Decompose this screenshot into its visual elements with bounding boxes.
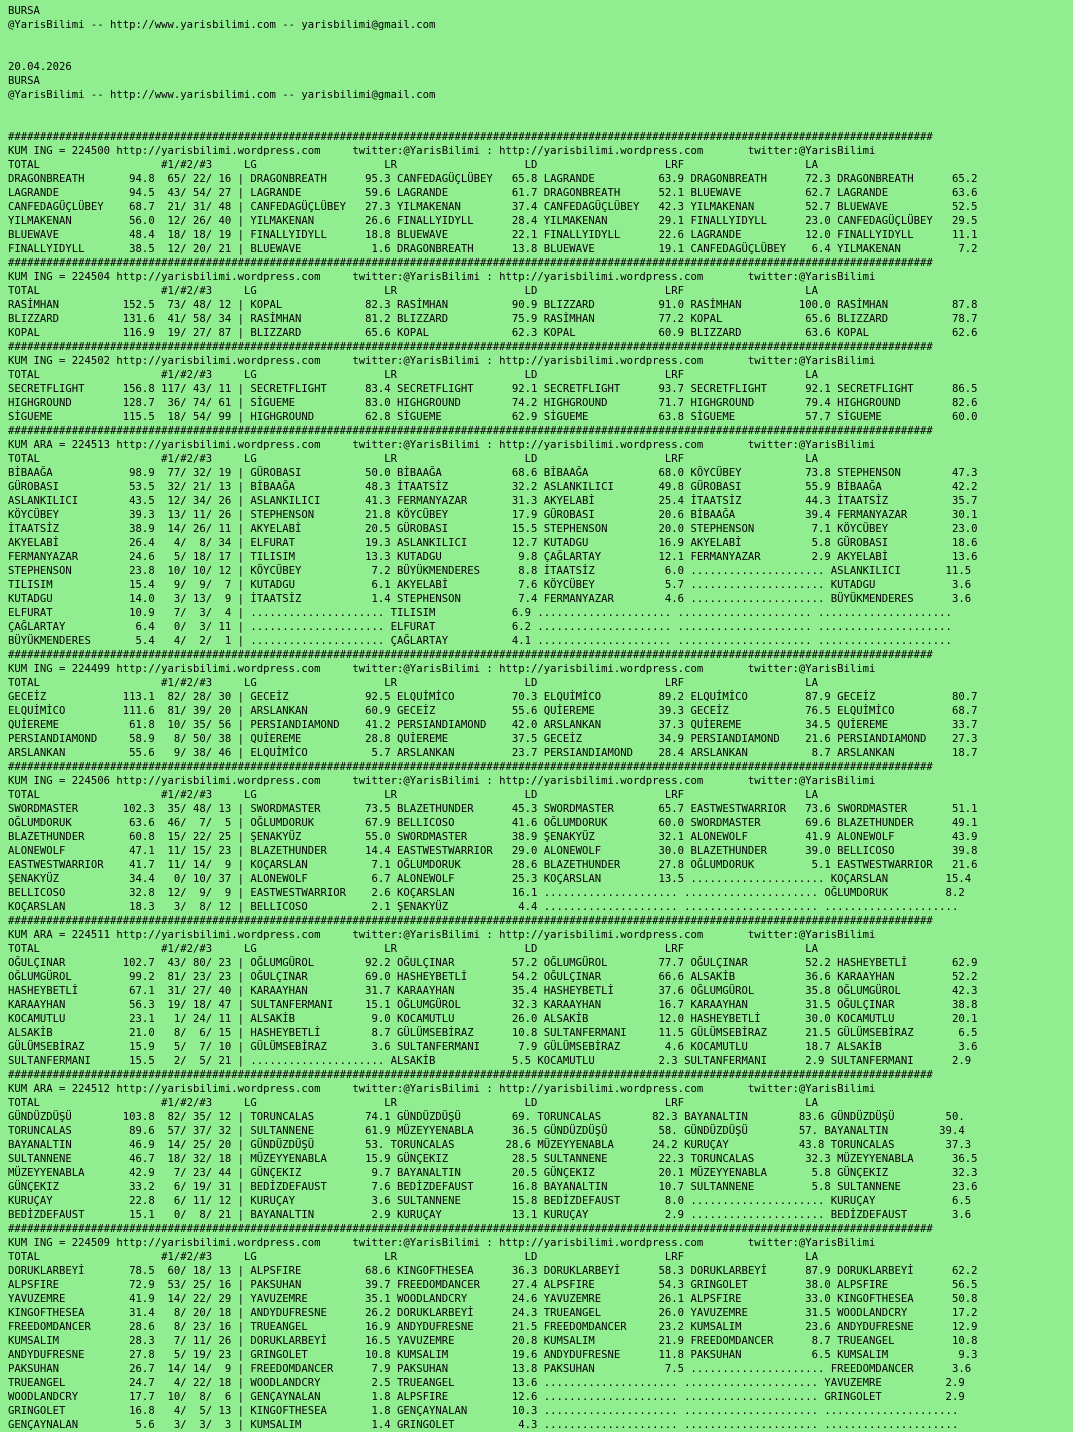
text-line: YAVUZEMRE 41.9 14/ 22/ 29 | YAVUZEMRE 35.1 WOODLANDCRY 24.6 YAVUZEMRE 26.1 ALPSFIRE 33.0 KINGOFTHESEA 50.8 — [8, 1293, 978, 1305]
text-line: SULTANFERMANI 15.5 2/ 5/ 21 | ..................... ALSAKİB 5.5 KOCAMUTLU 2.3 SULTANFERMANI 2.9 SULTANFERMANI 2.9 — [8, 1055, 972, 1067]
column-header-line: TOTAL #1/#2/#3 LG LR LD LRF LA — [8, 789, 819, 801]
text-line: KOPAL 116.9 19/ 27/ 87 | BLIZZARD 65.6 KOPAL 62.3 KOPAL 60.9 BLIZZARD 63.6 KOPAL 62.6 — [8, 327, 978, 339]
text-line: BÜYÜKMENDERES 5.4 4/ 2/ 1 | ..................... ÇAĞLARTAY 4.1 ..................... ..................... ..................... — [8, 635, 952, 647]
race-header-line: KUM ING = 224500 http://yarisbilimi.wordpress.com twitter:@YarisBilimi : http://yarisbilimi.wordpress.com twitter:@YarisBilimi — [8, 145, 876, 157]
blank-line — [8, 116, 1073, 130]
text-line: BLIZZARD 131.6 41/ 58/ 34 | RASİMHAN 81.2 BLIZZARD 75.9 RASİMHAN 77.2 KOPAL 65.6 BLIZZARD 78.7 — [8, 313, 978, 325]
text-line: GENÇAYNALAN 5.6 3/ 3/ 3 | KUMSALIM 1.4 GRINGOLET 4.3 ..................... ..................... ..................... — [8, 1419, 959, 1431]
separator-line: ################################################################################################################################################# — [8, 257, 933, 269]
text-line: ŞENAKYÜZ 34.4 0/ 10/ 37 | ALONEWOLF 6.7 ALONEWOLF 25.3 KOÇARSLAN 13.5 ..................... KOÇARSLAN 15.4 — [8, 873, 972, 885]
race-header-line: KUM ING = 224499 http://yarisbilimi.wordpress.com twitter:@YarisBilimi : http://yarisbilimi.wordpress.com twitter:@YarisBilimi — [8, 663, 876, 675]
text-line: SECRETFLIGHT 156.8 117/ 43/ 11 | SECRETFLIGHT 83.4 SECRETFLIGHT 92.1 SECRETFLIGHT 93.7 SECRETFLIGHT 92.1 SECRETFLIGHT 86.5 — [8, 383, 978, 395]
text-line: SULTANNENE 46.7 18/ 32/ 18 | MÜZEYYENABLA 15.9 GÜNÇEKIZ 28.5 SULTANNENE 22.3 TORUNCALAS 32.3 MÜZEYYENABLA 36.5 — [8, 1153, 978, 1165]
text-line: BURSA — [8, 75, 40, 87]
column-header-line: TOTAL #1/#2/#3 LG LR LD LRF LA — [8, 369, 819, 381]
text-line: FREEDOMDANCER 28.6 8/ 23/ 16 | TRUEANGEL 16.9 ANDYDUFRESNE 21.5 FREEDOMDANCER 23.2 KUMSALIM 23.6 ANDYDUFRESNE 12.9 — [8, 1321, 978, 1333]
race-header-line: KUM ARA = 224511 http://yarisbilimi.wordpress.com twitter:@YarisBilimi : http://yarisbilimi.wordpress.com twitter:@YarisBilimi — [8, 929, 876, 941]
text-line: CANFEDAGÜÇLÜBEY 68.7 21/ 31/ 48 | CANFEDAGÜÇLÜBEY 27.3 YILMAKENAN 37.4 CANFEDAGÜÇLÜBEY 42.3 YILMAKENAN 52.7 BLUEWAVE 52.5 — [8, 201, 978, 213]
text-line: RASİMHAN 152.5 73/ 48/ 12 | KOPAL 82.3 RASİMHAN 90.9 BLIZZARD 91.0 RASİMHAN 100.0 RASİMHAN 87.8 — [8, 299, 978, 311]
text-line: GÜROBASI 53.5 32/ 21/ 13 | BİBAAĞA 48.3 İTAATSİZ 32.2 ASLANKILICI 49.8 GÜROBASI 55.9 BİBAAĞA 42.2 — [8, 481, 978, 493]
column-header-line: TOTAL #1/#2/#3 LG LR LD LRF LA — [8, 1251, 819, 1263]
text-line: ALPSFIRE 72.9 53/ 25/ 16 | PAKSUHAN 39.7 FREEDOMDANCER 27.4 ALPSFIRE 54.3 GRINGOLET 38.0 ALPSFIRE 56.5 — [8, 1279, 978, 1291]
text-line: KOÇARSLAN 18.3 3/ 8/ 12 | BELLICOSO 2.1 ŞENAKYÜZ 4.4 ..................... ..................... ..................... — [8, 901, 959, 913]
blank-line — [8, 46, 1073, 60]
text-line: QUİEREME 61.8 10/ 35/ 56 | PERSIANDIAMOND 41.2 PERSIANDIAMOND 42.0 ARSLANKAN 37.3 QUİEREME 34.5 QUİEREME 33.7 — [8, 719, 978, 731]
text-line: WOODLANDCRY 17.7 10/ 8/ 6 | GENÇAYNALAN 1.8 ALPSFIRE 12.6 ..................... ..................... GRINGOLET 2.9 — [8, 1391, 965, 1403]
race-header-line: KUM ARA = 224513 http://yarisbilimi.wordpress.com twitter:@YarisBilimi : http://yarisbilimi.wordpress.com twitter:@YarisBilimi — [8, 439, 876, 451]
text-line: TRUEANGEL 24.7 4/ 22/ 18 | WOODLANDCRY 2.5 TRUEANGEL 13.6 ..................... ..................... YAVUZEMRE 2.9 — [8, 1377, 965, 1389]
text-line: KÖYCÜBEY 39.3 13/ 11/ 26 | STEPHENSON 21.8 KÖYCÜBEY 17.9 GÜROBASI 20.6 BİBAAĞA 39.4 FERMANYAZAR 30.1 — [8, 509, 978, 521]
separator-line: ################################################################################################################################################# — [8, 425, 933, 437]
text-line: TILISIM 15.4 9/ 9/ 7 | KUTADGU 6.1 AKYELABİ 7.6 KÖYCÜBEY 5.7 ..................... KUTADGU 3.6 — [8, 579, 972, 591]
text-line: ALSAKİB 21.0 8/ 6/ 15 | HASHEYBETLİ 8.7 GÜLÜMSEBİRAZ 10.8 SULTANFERMANI 11.5 GÜLÜMSEBİRAZ 21.5 GÜLÜMSEBİRAZ 6.5 — [8, 1027, 978, 1039]
text-line: BAYANALTIN 46.9 14/ 25/ 20 | GÜNDÜZDÜŞÜ 53. TORUNCALAS 28.6 MÜZEYYENABLA 24.2 KURUÇAY 43.8 TORUNCALAS 37.3 — [8, 1139, 972, 1151]
text-line: GÜLÜMSEBİRAZ 15.9 5/ 7/ 10 | GÜLÜMSEBİRAZ 3.6 SULTANFERMANI 7.9 GÜLÜMSEBİRAZ 4.6 KOCAMUTLU 18.7 ALSAKİB 3.6 — [8, 1041, 978, 1053]
text-line: HASHEYBETLİ 67.1 31/ 27/ 40 | KARAAYHAN 31.7 KARAAYHAN 35.4 HASHEYBETLİ 37.6 OĞLUMGÜROL 35.8 OĞLUMGÜROL 42.3 — [8, 985, 978, 997]
separator-line: ################################################################################################################################################# — [8, 1223, 933, 1235]
text-line: SİGUEME 115.5 18/ 54/ 99 | HIGHGROUND 62.8 SİGUEME 62.9 SİGUEME 63.8 SİGUEME 57.7 SİGUEME 60.0 — [8, 411, 978, 423]
text-line: BURSA — [8, 5, 40, 17]
text-line: @YarisBilimi -- http://www.yarisbilimi.com -- yarisbilimi@gmail.com — [8, 19, 436, 31]
column-header-line: TOTAL #1/#2/#3 LG LR LD LRF LA — [8, 453, 819, 465]
text-line: ASLANKILICI 43.5 12/ 34/ 26 | ASLANKILICI 41.3 FERMANYAZAR 31.3 AKYELABİ 25.4 İTAATSİZ 44.3 İTAATSİZ 35.7 — [8, 495, 978, 507]
blank-line — [8, 102, 1073, 116]
text-line: ÇAĞLARTAY 6.4 0/ 3/ 11 | ..................... ELFURAT 6.2 ..................... ..................... ..................... — [8, 621, 952, 633]
separator-line: ################################################################################################################################################# — [8, 131, 933, 143]
text-line: DORUKLARBEYİ 78.5 60/ 18/ 13 | ALPSFIRE 68.6 KINGOFTHESEA 36.3 DORUKLARBEYİ 58.3 DORUKLARBEYİ 87.9 DORUKLARBEYİ 62.2 — [8, 1265, 978, 1277]
column-header-line: TOTAL #1/#2/#3 LG LR LD LRF LA — [8, 943, 819, 955]
separator-line: ################################################################################################################################################# — [8, 915, 933, 927]
text-line: KUMSALIM 28.3 7/ 11/ 26 | DORUKLARBEYİ 16.5 YAVUZEMRE 20.8 KUMSALIM 21.9 FREEDOMDANCER 8.7 TRUEANGEL 10.8 — [8, 1335, 978, 1347]
text-line: OĞULÇINAR 102.7 43/ 80/ 23 | OĞLUMGÜROL 92.2 OĞULÇINAR 57.2 OĞLUMGÜROL 77.7 OĞULÇINAR 52.2 HASHEYBETLİ 62.9 — [8, 957, 978, 969]
text-line: İTAATSİZ 38.9 14/ 26/ 11 | AKYELABİ 20.5 GÜROBASI 15.5 STEPHENSON 20.0 STEPHENSON 7.1 KÖYCÜBEY 23.0 — [8, 523, 978, 535]
text-line: BLAZETHUNDER 60.8 15/ 22/ 25 | ŞENAKYÜZ 55.0 SWORDMASTER 38.9 ŞENAKYÜZ 32.1 ALONEWOLF 41.9 ALONEWOLF 43.9 — [8, 831, 978, 843]
text-line: ELQUİMİCO 111.6 81/ 39/ 20 | ARSLANKAN 60.9 GECEİZ 55.6 QUİEREME 39.3 GECEİZ 76.5 ELQUİMİCO 68.7 — [8, 705, 978, 717]
text-line: FINALLYIDYLL 38.5 12/ 20/ 21 | BLUEWAVE 1.6 DRAGONBREATH 13.8 BLUEWAVE 19.1 CANFEDAGÜÇLÜBEY 6.4 YILMAKENAN 7.2 — [8, 243, 978, 255]
text-line: PAKSUHAN 26.7 14/ 14/ 9 | FREEDOMDANCER 7.9 PAKSUHAN 13.8 PAKSUHAN 7.5 ..................... FREEDOMDANCER 3.6 — [8, 1363, 972, 1375]
text-line: BEDİZDEFAUST 15.1 0/ 8/ 21 | BAYANALTIN 2.9 KURUÇAY 13.1 KURUÇAY 2.9 ..................... BEDİZDEFAUST 3.6 — [8, 1209, 972, 1221]
text-line: GECEİZ 113.1 82/ 28/ 30 | GECEİZ 92.5 ELQUİMİCO 70.3 ELQUİMİCO 89.2 ELQUİMİCO 87.9 GECEİZ 80.7 — [8, 691, 978, 703]
race-header-line: KUM ING = 224502 http://yarisbilimi.wordpress.com twitter:@YarisBilimi : http://yarisbilimi.wordpress.com twitter:@YarisBilimi — [8, 355, 876, 367]
column-header-line: TOTAL #1/#2/#3 LG LR LD LRF LA — [8, 285, 819, 297]
text-line: GÜNDÜZDÜŞÜ 103.8 82/ 35/ 12 | TORUNCALAS 74.1 GÜNDÜZDÜŞÜ 69. TORUNCALAS 82.3 BAYANALTIN 83.6 GÜNDÜZDÜŞÜ 50. — [8, 1111, 965, 1123]
text-line: KINGOFTHESEA 31.4 8/ 20/ 18 | ANDYDUFRESNE 26.2 DORUKLARBEYİ 24.3 TRUEANGEL 26.0 YAVUZEMRE 31.5 WOODLANDCRY 17.2 — [8, 1307, 978, 1319]
text-line: KURUÇAY 22.8 6/ 11/ 12 | KURUÇAY 3.6 SULTANNENE 15.8 BEDİZDEFAUST 8.0 ..................... KURUÇAY 6.5 — [8, 1195, 972, 1207]
separator-line: ################################################################################################################################################# — [8, 761, 933, 773]
text-line: BLUEWAVE 48.4 18/ 18/ 19 | FINALLYIDYLL 18.8 BLUEWAVE 22.1 FINALLYIDYLL 22.6 LAGRANDE 12.0 FINALLYIDYLL 11.1 — [8, 229, 978, 241]
text-line: EASTWESTWARRIOR 41.7 11/ 14/ 9 | KOÇARSLAN 7.1 OĞLUMDORUK 28.6 BLAZETHUNDER 27.8 OĞLUMDORUK 5.1 EASTWESTWARRIOR 21.6 — [8, 859, 978, 871]
text-line: DRAGONBREATH 94.8 65/ 22/ 16 | DRAGONBREATH 95.3 CANFEDAGÜÇLÜBEY 65.8 LAGRANDE 63.9 DRAGONBREATH 72.3 DRAGONBREATH 65.2 — [8, 173, 978, 185]
text-line: ARSLANKAN 55.6 9/ 38/ 46 | ELQUİMİCO 5.7 ARSLANKAN 23.7 PERSIANDIAMOND 28.4 ARSLANKAN 8.7 ARSLANKAN 18.7 — [8, 747, 978, 759]
column-header-line: TOTAL #1/#2/#3 LG LR LD LRF LA — [8, 159, 819, 171]
text-line: SWORDMASTER 102.3 35/ 48/ 13 | SWORDMASTER 73.5 BLAZETHUNDER 45.3 SWORDMASTER 65.7 EASTWESTWARRIOR 73.6 SWORDMASTER 51.1 — [8, 803, 978, 815]
text-line: ALONEWOLF 47.1 11/ 15/ 23 | BLAZETHUNDER 14.4 EASTWESTWARRIOR 29.0 ALONEWOLF 30.0 BLAZETHUNDER 39.0 BELLICOSO 39.8 — [8, 845, 978, 857]
text-line: YILMAKENAN 56.0 12/ 26/ 40 | YILMAKENAN 26.6 FINALLYIDYLL 28.4 YILMAKENAN 29.1 FINALLYIDYLL 23.0 CANFEDAGÜÇLÜBEY 29.5 — [8, 215, 978, 227]
separator-line: ################################################################################################################################################# — [8, 649, 933, 661]
text-line: LAGRANDE 94.5 43/ 54/ 27 | LAGRANDE 59.6 LAGRANDE 61.7 DRAGONBREATH 52.1 BLUEWAVE 62.7 LAGRANDE 63.6 — [8, 187, 978, 199]
text-line: GRINGOLET 16.8 4/ 5/ 13 | KINGOFTHESEA 1.8 GENÇAYNALAN 10.3 ..................... ..................... ..................... — [8, 1405, 959, 1417]
text-line: FERMANYAZAR 24.6 5/ 18/ 17 | TILISIM 13.3 KUTADGU 9.8 ÇAĞLARTAY 12.1 FERMANYAZAR 2.9 AKYELABİ 13.6 — [8, 551, 978, 563]
text-line: ELFURAT 10.9 7/ 3/ 4 | ..................... TILISIM 6.9 ..................... ..................... ..................... — [8, 607, 952, 619]
text-line: ANDYDUFRESNE 27.8 5/ 19/ 23 | GRINGOLET 10.8 KUMSALIM 19.6 ANDYDUFRESNE 11.8 PAKSUHAN 6.5 KUMSALIM 9.3 — [8, 1349, 978, 1361]
blank-line — [8, 32, 1073, 46]
text-line: @YarisBilimi -- http://www.yarisbilimi.com -- yarisbilimi@gmail.com — [8, 89, 436, 101]
text-line: HIGHGROUND 128.7 36/ 74/ 61 | SİGUEME 83.0 HIGHGROUND 74.2 HIGHGROUND 71.7 HIGHGROUND 79.4 HIGHGROUND 82.6 — [8, 397, 978, 409]
race-header-line: KUM ING = 224504 http://yarisbilimi.wordpress.com twitter:@YarisBilimi : http://yarisbilimi.wordpress.com twitter:@YarisBilimi — [8, 271, 876, 283]
race-header-line: KUM ING = 224509 http://yarisbilimi.wordpress.com twitter:@YarisBilimi : http://yarisbilimi.wordpress.com twitter:@YarisBilimi — [8, 1237, 876, 1249]
text-line: PERSIANDIAMOND 58.9 8/ 50/ 38 | QUİEREME 28.8 QUİEREME 37.5 GECEİZ 34.9 PERSIANDIAMOND 21.6 PERSIANDIAMOND 27.3 — [8, 733, 978, 745]
race-header-line: KUM ARA = 224512 http://yarisbilimi.wordpress.com twitter:@YarisBilimi : http://yarisbilimi.wordpress.com twitter:@YarisBilimi — [8, 1083, 876, 1095]
separator-line: ################################################################################################################################################# — [8, 341, 933, 353]
text-line: KUTADGU 14.0 3/ 13/ 9 | İTAATSİZ 1.4 STEPHENSON 7.4 FERMANYAZAR 4.6 ..................... BÜYÜKMENDERES 3.6 — [8, 593, 972, 605]
text-line: OĞLUMGÜROL 99.2 81/ 23/ 23 | OĞULÇINAR 69.0 HASHEYBETLİ 54.2 OĞULÇINAR 66.6 ALSAKİB 36.6 KARAAYHAN 52.2 — [8, 971, 978, 983]
column-header-line: TOTAL #1/#2/#3 LG LR LD LRF LA — [8, 677, 819, 689]
text-line: GÜNÇEKIZ 33.2 6/ 19/ 31 | BEDİZDEFAUST 7.6 BEDİZDEFAUST 16.8 BAYANALTIN 10.7 SULTANNENE 5.8 SULTANNENE 23.6 — [8, 1181, 978, 1193]
text-line: AKYELABİ 26.4 4/ 8/ 34 | ELFURAT 19.3 ASLANKILICI 12.7 KUTADGU 16.9 AKYELABİ 5.8 GÜROBASI 18.6 — [8, 537, 978, 549]
text-line: KARAAYHAN 56.3 19/ 18/ 47 | SULTANFERMANI 15.1 OĞLUMGÜROL 32.3 KARAAYHAN 16.7 KARAAYHAN 31.5 OĞULÇINAR 38.8 — [8, 999, 978, 1011]
text-line: BİBAAĞA 98.9 77/ 32/ 19 | GÜROBASI 50.0 BİBAAĞA 68.6 BİBAAĞA 68.0 KÖYCÜBEY 73.8 STEPHENSON 47.3 — [8, 467, 978, 479]
text-line: 20.04.2026 — [8, 61, 72, 73]
separator-line: ################################################################################################################################################# — [8, 1069, 933, 1081]
text-line: BELLICOSO 32.8 12/ 9/ 9 | EASTWESTWARRIOR 2.6 KOÇARSLAN 16.1 ..................... ..................... OĞLUMDORUK 8.2 — [8, 887, 965, 899]
text-line: KOCAMUTLU 23.1 1/ 24/ 11 | ALSAKİB 9.0 KOCAMUTLU 26.0 ALSAKİB 12.0 HASHEYBETLİ 30.0 KOCAMUTLU 20.1 — [8, 1013, 978, 1025]
text-line: OĞLUMDORUK 63.6 46/ 7/ 5 | OĞLUMDORUK 67.9 BELLICOSO 41.6 OĞLUMDORUK 60.0 SWORDMASTER 69.6 BLAZETHUNDER 49.1 — [8, 817, 978, 829]
text-line: MÜZEYYENABLA 42.9 7/ 23/ 44 | GÜNÇEKIZ 9.7 BAYANALTIN 20.5 GÜNÇEKIZ 20.1 MÜZEYYENABLA 5.8 GÜNÇEKIZ 32.3 — [8, 1167, 978, 1179]
text-line: STEPHENSON 23.8 10/ 10/ 12 | KÖYCÜBEY 7.2 BÜYÜKMENDERES 8.8 İTAATSİZ 6.0 ..................... ASLANKILICI 11.5 — [8, 565, 972, 577]
race-header-line: KUM ING = 224506 http://yarisbilimi.wordpress.com twitter:@YarisBilimi : http://yarisbilimi.wordpress.com twitter:@YarisBilimi — [8, 775, 876, 787]
text-line: TORUNCALAS 89.6 57/ 37/ 32 | SULTANNENE 61.9 MÜZEYYENABLA 36.5 GÜNDÜZDÜŞÜ 58. GÜNDÜZDÜŞÜ 57. BAYANALTIN 39.4 — [8, 1125, 965, 1137]
column-header-line: TOTAL #1/#2/#3 LG LR LD LRF LA — [8, 1097, 819, 1109]
